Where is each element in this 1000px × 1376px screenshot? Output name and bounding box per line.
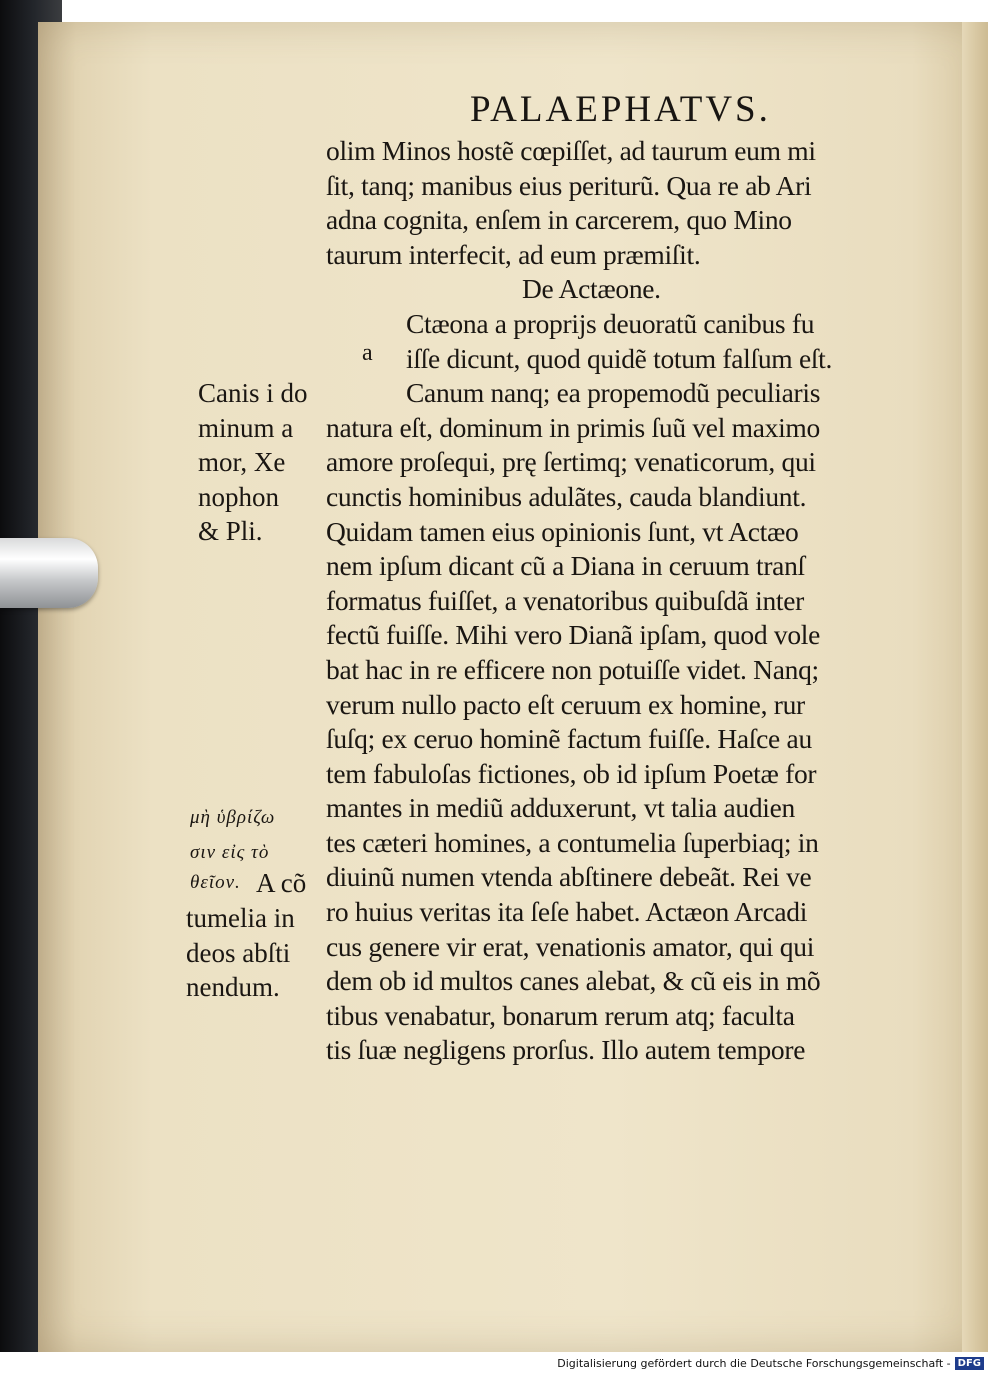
body-text <box>326 134 882 1068</box>
text-line: amore proſequi, prę ſertimq; venaticorum, qui <box>326 446 816 478</box>
page-edge <box>962 22 988 1352</box>
text-line: mantes in mediũ adduxerunt, vt talia audien <box>326 792 795 824</box>
margin-line: minum a <box>198 412 294 443</box>
text-line: ſuſq; ex ceruo hominẽ factum fuiſſe. Haſce au <box>326 723 812 755</box>
running-head: PALAEPHATVS. <box>470 89 771 130</box>
margin-line: Canis i do <box>198 378 308 408</box>
margin-line: A cõ <box>256 868 307 898</box>
margin-note-greek-end <box>190 866 241 901</box>
initial-letter: a <box>362 340 373 366</box>
greek-line: μὴ ὑβρίζω <box>190 807 276 828</box>
text-line: fectũ fuiſſe. Mihi vero Dianã ipſam, quod vole <box>326 619 821 651</box>
margin-note-canis <box>198 376 308 549</box>
text-line: nem ipſum dicant cũ a Diana in ceruum tranſ <box>326 550 805 582</box>
margin-line: nophon <box>198 481 279 512</box>
text-line: natura eſt, dominum in primis ſuũ vel maximo <box>326 411 820 443</box>
text-line: dem ob id multos canes alebat, & cũ eis in mõ <box>326 965 821 997</box>
text-line: Ctæona a proprijs deuoratũ canibus fu <box>406 307 815 339</box>
greek-line: σιν εἰς τὸ <box>190 841 270 863</box>
text-line: bat hac in re efficere non potuiſſe videt. Nanq; <box>326 653 819 685</box>
digitization-footer <box>557 1357 984 1370</box>
text-line: diuinũ numen vtenda abſtinere debeãt. Rei ve <box>326 861 812 893</box>
text-line: tis ſuæ negligens prorſus. Illo autem tempore <box>326 1034 806 1066</box>
text-line: taurum interfecit, ad eum præmiſit. <box>326 238 701 270</box>
margin-line: & Pli. <box>198 516 263 547</box>
text-line: adna cognita, enſem in carcerem, quo Mino <box>326 204 792 236</box>
text-line: tem fabuloſas fictiones, ob id ipſum Poetæ for <box>326 757 817 789</box>
text-line: cunctis hominibus adulãtes, cauda blandiunt. <box>326 480 807 512</box>
margin-line: nendum. <box>186 972 280 1003</box>
text-line: Quidam tamen eius opinionis ſunt, vt Actæo <box>326 515 799 547</box>
text-line: cus genere vir erat, venationis amator, qui qui <box>326 930 815 962</box>
text-line: tibus venabatur, bonarum rerum atq; faculta <box>326 999 795 1031</box>
text-line: tes cæteri homines, a contumelia ſuperbiaq; in <box>326 826 819 858</box>
text-line: iſſe dicunt, quod quidẽ totum falſum eſt. <box>406 342 833 374</box>
margin-note-greek <box>190 801 275 870</box>
text-line: formatus fuiſſet, a venatoribus quibuſdã inter <box>326 584 805 616</box>
footer-text: Digitalisierung gefördert durch die Deutsche Forschungsgemeinschaft - <box>557 1357 951 1370</box>
margin-note-contumelia <box>186 901 295 1005</box>
text-line: ſit, tanq; manibus eius periturũ. Qua re ab Ari <box>326 169 812 201</box>
dfg-logo-icon: DFG <box>955 1357 984 1370</box>
text-line: olim Minos hostẽ cœpiſſet, ad taurum eum mi <box>326 135 816 166</box>
margin-line: mor, Xe <box>198 447 286 478</box>
section-heading: De Actæone. <box>522 273 661 305</box>
text-line: Canum nanq; ea propemodũ peculiaris <box>406 377 821 409</box>
margin-line: tumelia in <box>186 903 295 933</box>
greek-line: θεῖον. <box>190 872 241 893</box>
text-line: verum nullo pacto eſt ceruum ex homine, rur <box>326 688 805 720</box>
page-clip <box>0 538 98 608</box>
text-line: ro huius veritas ita ſeſe habet. Actæon Arcadi <box>326 896 808 928</box>
margin-line: deos abſti <box>186 937 291 968</box>
margin-note-contumelia-start <box>256 866 306 901</box>
